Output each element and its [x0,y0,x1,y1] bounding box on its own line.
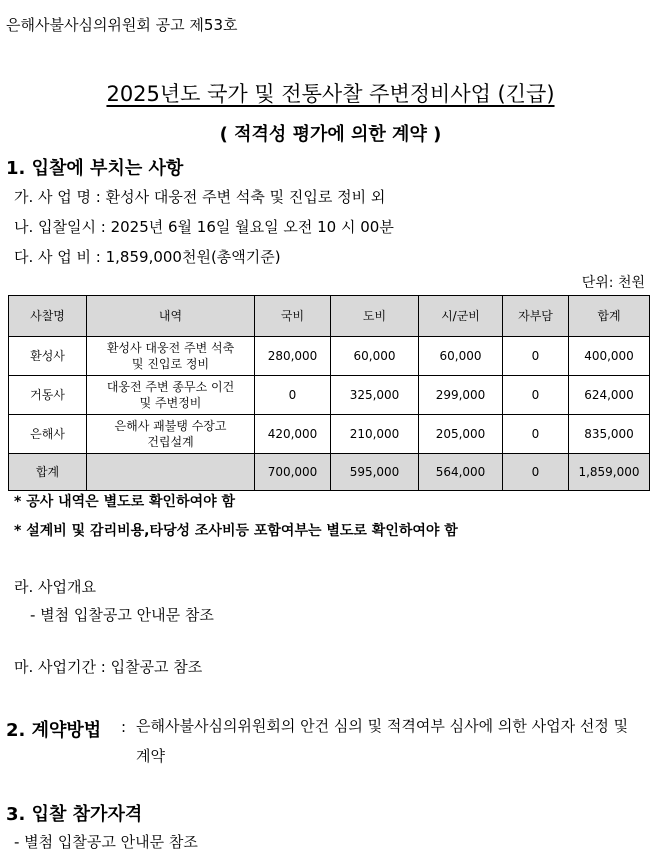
header-temple: 사찰명 [9,296,87,337]
total-provincial: 595,000 [331,454,419,491]
cell-provincial: 325,000 [331,376,419,415]
cell-temple: 은해사 [9,415,87,454]
eligibility-detail: - 별첨 입찰공고 안내문 참조 [14,833,198,851]
project-period: 마. 사업기간 : 입찰공고 참조 [14,658,203,676]
section-2-colon: : [121,718,127,736]
budget-table [8,295,650,491]
contract-method-body: 은해사불사심의위원회의 안건 심의 및 적격여부 심사에 의한 사업자 선정 및 계약 [136,717,629,765]
cell-total: 400,000 [569,337,650,376]
cell-description-line: 및 주변정비 [139,396,202,410]
total-self: 0 [503,454,569,491]
cell-temple: 거동사 [9,376,87,415]
table-row [9,337,650,376]
cell-description [87,376,255,415]
cell-total: 835,000 [569,415,650,454]
section-1-title: 1. 입찰에 부치는 사항 [6,158,184,179]
cell-city: 205,000 [419,415,503,454]
header-provincial: 도비 [331,296,419,337]
overview-detail: - 별첨 입찰공고 안내문 참조 [30,606,214,624]
cell-description [87,415,255,454]
cell-national: 420,000 [255,415,331,454]
header-city: 시/군비 [419,296,503,337]
section-3-title: 3. 입찰 참가자격 [6,804,143,825]
cell-self: 0 [503,376,569,415]
header-description: 내역 [87,296,255,337]
table-header-row [9,296,650,337]
cell-city: 60,000 [419,337,503,376]
total-description [87,454,255,491]
section-2-title: 2. 계약방법 [6,720,102,741]
overview-label: 라. 사업개요 [14,578,96,596]
note-design-cost: * 설계비 및 감리비용,타당성 조사비등 포함여부는 별도로 확인하여야 함 [14,523,458,539]
total-city: 564,000 [419,454,503,491]
cell-description-line: 및 진입로 정비 [131,357,210,371]
header-total: 합계 [569,296,650,337]
note-breakdown: * 공사 내역은 별도로 확인하여야 함 [14,494,236,510]
bid-datetime: 나. 입찰일시 : 2025년 6월 16일 월요일 오전 10 시 00분 [14,218,394,236]
page-title [0,78,661,108]
cell-self: 0 [503,337,569,376]
cell-description-line: 은해사 괘불탱 수장고 [114,419,227,433]
cell-national: 280,000 [255,337,331,376]
cell-national: 0 [255,376,331,415]
header-national: 국비 [255,296,331,337]
total-label: 합계 [9,454,87,491]
total-sum: 1,859,000 [569,454,650,491]
table-row [9,415,650,454]
cell-self: 0 [503,415,569,454]
cell-description-line: 대웅전 주변 종무소 이건 [106,380,235,394]
project-cost: 다. 사 업 비 : 1,859,000천원(총액기준) [14,248,281,266]
table-total-row [9,454,650,491]
page-subtitle: ( 적격성 평가에 의한 계약 ) [219,124,442,145]
unit-label: 단위: 천원 [581,275,645,291]
cell-provincial: 60,000 [331,337,419,376]
cell-provincial: 210,000 [331,415,419,454]
cell-description-line: 건립설계 [147,435,194,449]
cell-description [87,337,255,376]
cell-temple: 환성사 [9,337,87,376]
project-name: 가. 사 업 명 : 환성사 대웅전 주변 석축 및 진입로 정비 외 [14,188,386,206]
header-self: 자부담 [503,296,569,337]
table-row [9,376,650,415]
cell-description-line: 환성사 대웅전 주변 석축 [106,341,235,355]
notice-number: 은해사불사심의위원회 공고 제53호 [6,16,238,34]
cell-city: 299,000 [419,376,503,415]
cell-total: 624,000 [569,376,650,415]
page-title-text: 2025년도 국가 및 전통사찰 주변정비사업 (긴급) [106,82,555,106]
total-national: 700,000 [255,454,331,491]
